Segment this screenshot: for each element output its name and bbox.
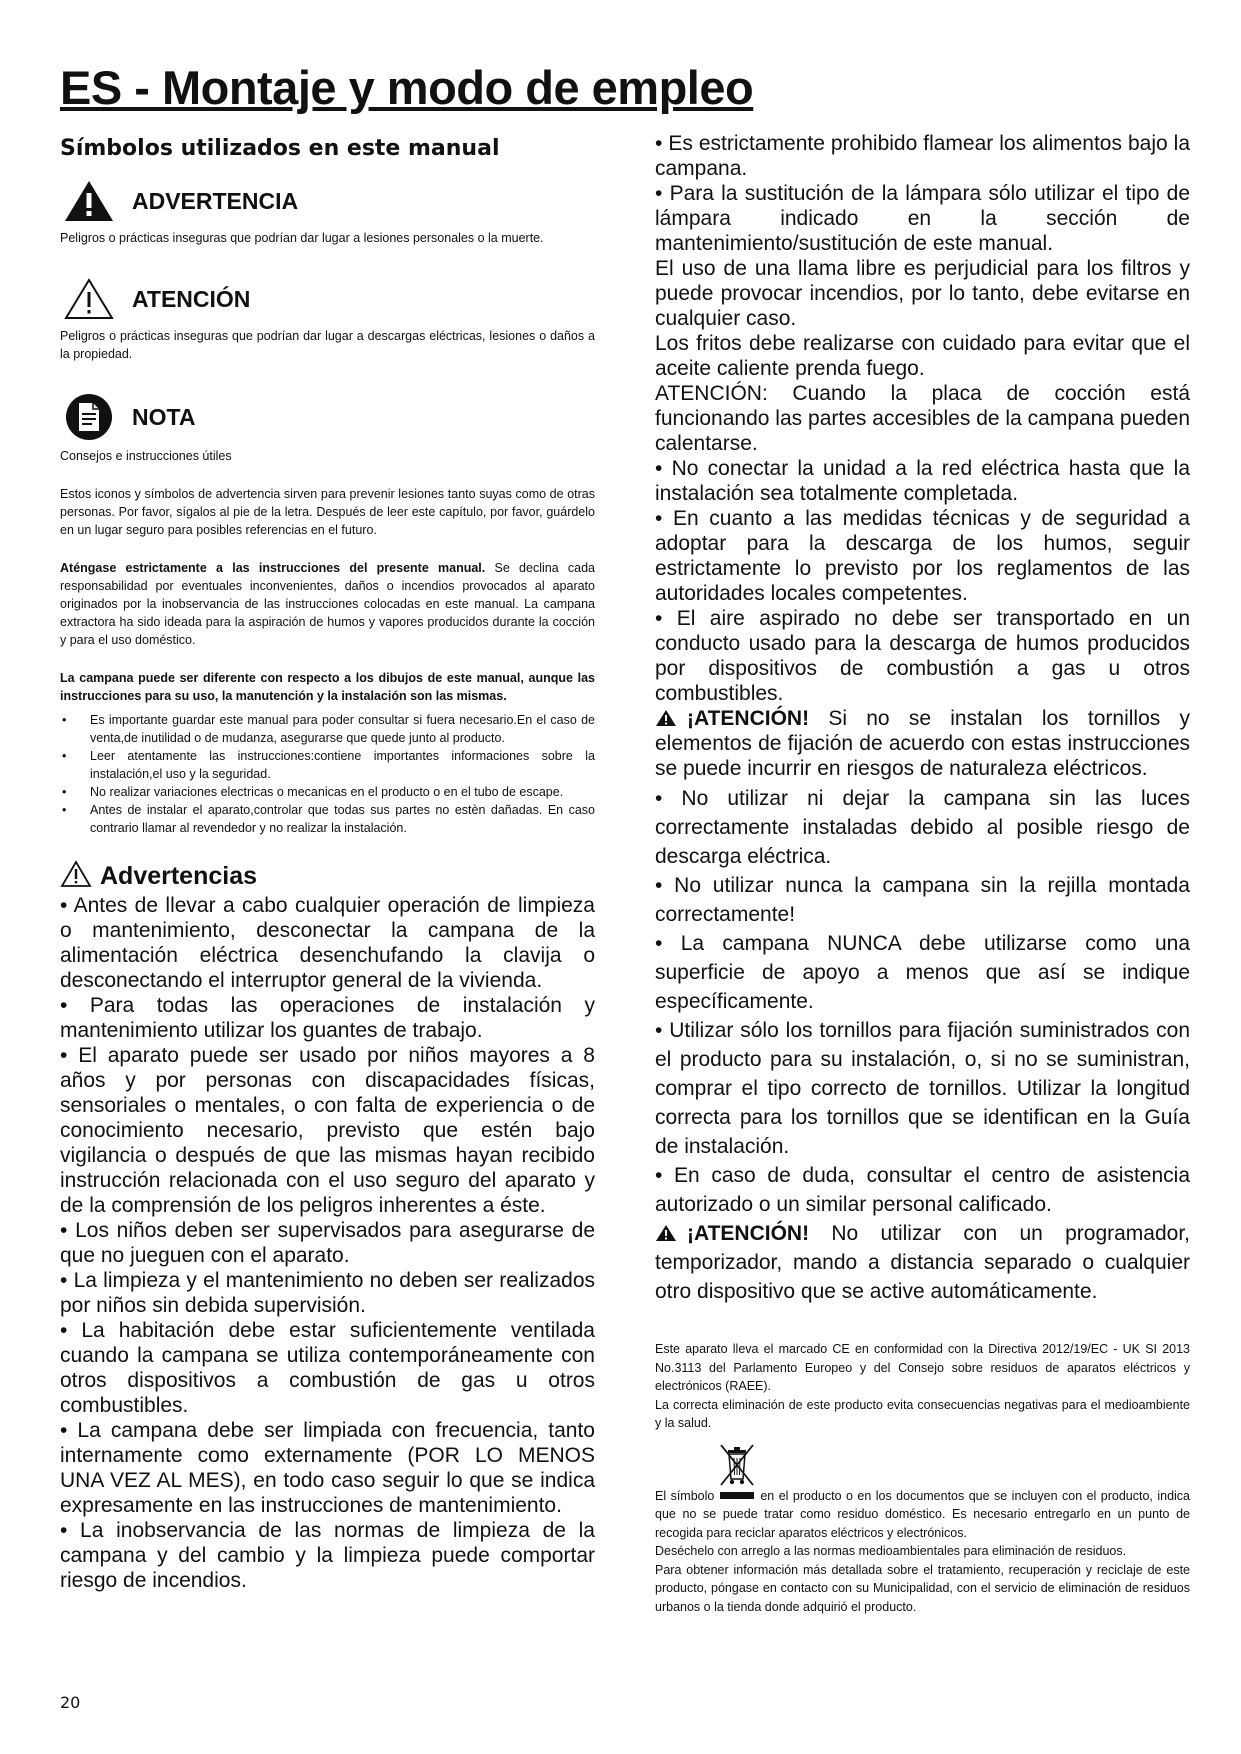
- advertencia-item: • La inobservancia de las normas de limpieza de la campana y del cambio y la limpieza puede comportar riesgo de incendios.: [60, 1519, 595, 1592]
- atencion-paragraph-1: [655, 706, 1190, 781]
- list-item: • No realizar variaciones electricas o mecanicas en el producto o en el tubo de escape.: [60, 783, 595, 801]
- symbol-suffix: en el producto o en los documentos que se incluyen con el producto, indica que no se puede tratar como residuo doméstico. Es necesario entregarlo en un punto de recogida para reciclar aparatos eléctricos y electrónicos.: [655, 1488, 1191, 1540]
- info-text: Para obtener información más detallada sobre el tratamiento, recuperación y reciclaje de este producto, póngase en contacto con su Municipalidad, con el servicio de eliminación de residuos urbanos o la tienda donde adquirió el producto.: [655, 1562, 1190, 1614]
- atencion-label: ¡ATENCIÓN!: [687, 707, 810, 730]
- advertencias-heading-row: [60, 859, 595, 893]
- adherence-paragraph: [60, 559, 595, 649]
- atencion-label: ATENCIÓN: [132, 285, 251, 312]
- warning-filled-icon: [655, 708, 677, 726]
- atencion-description: Peligros o prácticas inseguras que podrían dar lugar a descargas eléctricas, lesiones o daños a la propiedad.: [60, 329, 595, 361]
- warning-outline-icon: [60, 276, 118, 322]
- weee-icon-wrap: [655, 1441, 1190, 1487]
- campana-diferente-paragraph: La campana puede ser diferente con respecto a los dibujos de este manual, aunque las instrucciones para su uso, la manutención y la instalación son las mismas.: [60, 671, 595, 703]
- right-paragraph: • El aire aspirado no debe ser transportado en un conducto usado para la descarga de humos producidos por dispositivos de combustión a gas u otros combustibles.: [655, 607, 1190, 705]
- right-paragraph: • Para la sustitución de la lámpara sólo utilizar el tipo de lámpara indicado en la sección de mantenimiento/sustitución de este manual.: [655, 182, 1190, 255]
- right-spaced-paragraph: • En caso de duda, consultar el centro de asistencia autorizado o un similar personal calificado.: [655, 1164, 1190, 1216]
- crossed-bin-icon: [717, 1441, 757, 1487]
- warning-outline-icon: [60, 860, 92, 893]
- symbols-heading: Símbolos utilizados en este manual: [60, 136, 500, 161]
- note-document-icon: [60, 394, 118, 440]
- page-title: ES - Montaje y modo de empleo: [60, 61, 754, 114]
- ce-text: Este aparato lleva el marcado CE en conformidad con la Directiva 2012/19/EC - UK SI 2013 No.3113 del Parlamento Europeo y del Consejo sobre residuos de aparatos eléctricos y electrónicos (RAEE).: [655, 1342, 1190, 1393]
- nota-label: NOTA: [132, 403, 196, 430]
- page-number: 20: [60, 1693, 81, 1712]
- advertencia-item: • La habitación debe estar suficientemente ventilada cuando la campana se utiliza contemporáneamente con otros dispositivos a combustión de gas u otros combustibles.: [60, 1319, 595, 1417]
- right-spaced-paragraph: • No utilizar nunca la campana sin la rejilla montada correctamente!: [655, 874, 1190, 926]
- adherence-bold: Aténgase estrictamente a las instrucciones del presente manual.: [60, 561, 486, 575]
- right-paragraph: Los fritos debe realizarse con cuidado para evitar que el aceite caliente prenda fuego.: [655, 332, 1190, 380]
- left-column: [60, 128, 595, 1593]
- small-bullet-list: [60, 711, 595, 837]
- advertencia-item: • La campana debe ser limpiada con frecuencia, tanto internamente como externamente (POR LO MENOS UNA VEZ AL MES), en todo caso seguir lo que se indica expresamente en las instrucciones de mantenimiento.: [60, 1419, 595, 1517]
- adherence-rest: Se declina cada responsabilidad por eventuales inconvenientes, daños o incendios provocados al aparato originados por la inobservancia de las instrucciones colocadas en este manual. La campana extractora ha sido ideada para la aspiración de humos y vapores producidos durante la cocción y para el uso doméstico.: [60, 561, 595, 647]
- advertencia-row: [60, 175, 595, 227]
- atencion-label: ¡ATENCIÓN!: [687, 1222, 810, 1245]
- dispose-text: Deséchelo con arreglo a las normas medioambientales para eliminación de residuos.: [655, 1544, 1127, 1558]
- advertencia-item: • La limpieza y el mantenimiento no deben ser realizados por niños sin debida supervisión.: [60, 1269, 595, 1317]
- right-spaced-paragraph: • No utilizar ni dejar la campana sin las luces correctamente instaladas debido al posible riesgo de descarga eléctrica.: [655, 787, 1190, 868]
- nota-description: Consejos e instrucciones útiles: [60, 449, 232, 463]
- right-spaced-paragraph: • Utilizar sólo los tornillos para fijación suministrados con el producto para su instalación, o, si no se suministran, comprar el tipo correcto de tornillos. Utilizar la longitud correcta para los tornillos que se identifican en la Guía de instalación.: [655, 1019, 1190, 1158]
- right-paragraph: • En cuanto a las medidas técnicas y de seguridad a adoptar para la descarga de los humos, seguir estrictamente lo previsto por los reglamentos de las autoridades locales competentes.: [655, 507, 1190, 605]
- advertencia-item: • Antes de llevar a cabo cualquier operación de limpieza o mantenimiento, desconectar la campana de la alimentación eléctrica desenchufando la clavija o desconectando el interruptor general de la vivienda.: [60, 894, 595, 992]
- advertencia-label: ADVERTENCIA: [132, 187, 299, 214]
- right-paragraph: • Es estrictamente prohibido flamear los alimentos bajo la campana.: [655, 132, 1190, 180]
- intro-paragraph: Estos iconos y símbolos de advertencia sirven para prevenir lesiones tanto suyas como de otras personas. Por favor, sígalos al pie de la letra. Después de leer este capítulo, por favor, guárdelo en un lugar seguro para posibles referencias en el futuro.: [60, 487, 595, 537]
- atencion-text: No utilizar con un programador, temporizador, mando a distancia separado o cualquier otro dispositivo que se active automáticamente.: [655, 1222, 1190, 1303]
- symbol-prefix: El símbolo: [655, 1488, 715, 1503]
- advertencia-item: • Los niños deben ser supervisados para asegurarse de que no jueguen con el aparato.: [60, 1219, 595, 1267]
- warning-filled-icon: [60, 178, 118, 224]
- advertencias-heading: Advertencias: [100, 861, 258, 890]
- list-item: • Antes de instalar el aparato,controlar que todas sus partes no estèn dañadas. En caso contrario llamar al revendedor y no realizar la instalación.: [60, 801, 595, 837]
- right-spaced-paragraph: • La campana NUNCA debe utilizarse como una superficie de apoyo a menos que así se indique específicamente.: [655, 932, 1190, 1013]
- warning-filled-icon: [655, 1221, 677, 1239]
- weee-block: [655, 1340, 1190, 1616]
- atencion-text: Si no se instalan los tornillos y elementos de fijación de acuerdo con estas instrucciones se puede incurrir en riesgos de naturaleza eléctricos.: [655, 707, 1190, 780]
- advertencia-item: • El aparato puede ser usado por niños mayores a 8 años y por personas con discapacidades físicas, sensoriales o mentales, o con falta de experiencia o de conocimiento necesario, previsto que estén bajo vigilancia o después de que las mismas hayan recibido instrucción relacionada con el uso seguro del aparato y de la comprensión de los peligros inherentes a éste.: [60, 1044, 595, 1217]
- atencion-paragraph-2: [655, 1219, 1190, 1306]
- advertencia-description: Peligros o prácticas inseguras que podrían dar lugar a lesiones personales o la muerte.: [60, 231, 544, 245]
- atencion-row: [60, 273, 595, 325]
- list-item: • Leer atentamente las instrucciones:contiene importantes informaciones sobre la instalación,el uso y la seguridad.: [60, 747, 595, 783]
- right-paragraph: • No conectar la unidad a la red eléctrica hasta que la instalación sea totalmente completada.: [655, 457, 1190, 505]
- right-paragraph: ATENCIÓN: Cuando la placa de cocción está funcionando las partes accesibles de la campana pueden calentarse.: [655, 382, 1190, 455]
- advertencia-item: • Para todas las operaciones de instalación y mantenimiento utilizar los guantes de trabajo.: [60, 994, 595, 1042]
- disposal-text: La correcta eliminación de este producto evita consecuencias negativas para el medioambiente y la salud.: [655, 1397, 1190, 1430]
- nota-row: [60, 389, 595, 445]
- right-paragraph: El uso de una llama libre es perjudicial para los filtros y puede provocar incendios, por lo tanto, debe evitarse en cualquier caso.: [655, 257, 1190, 330]
- black-bar-symbol: [720, 1492, 754, 1499]
- list-item: • Es importante guardar este manual para poder consultar si fuera necesario.En el caso de venta,de inutilidad o de mudanza, asegurarse que quede junto al producto.: [60, 711, 595, 747]
- symbol-text: [655, 1487, 1190, 1543]
- right-column: [655, 131, 1190, 1616]
